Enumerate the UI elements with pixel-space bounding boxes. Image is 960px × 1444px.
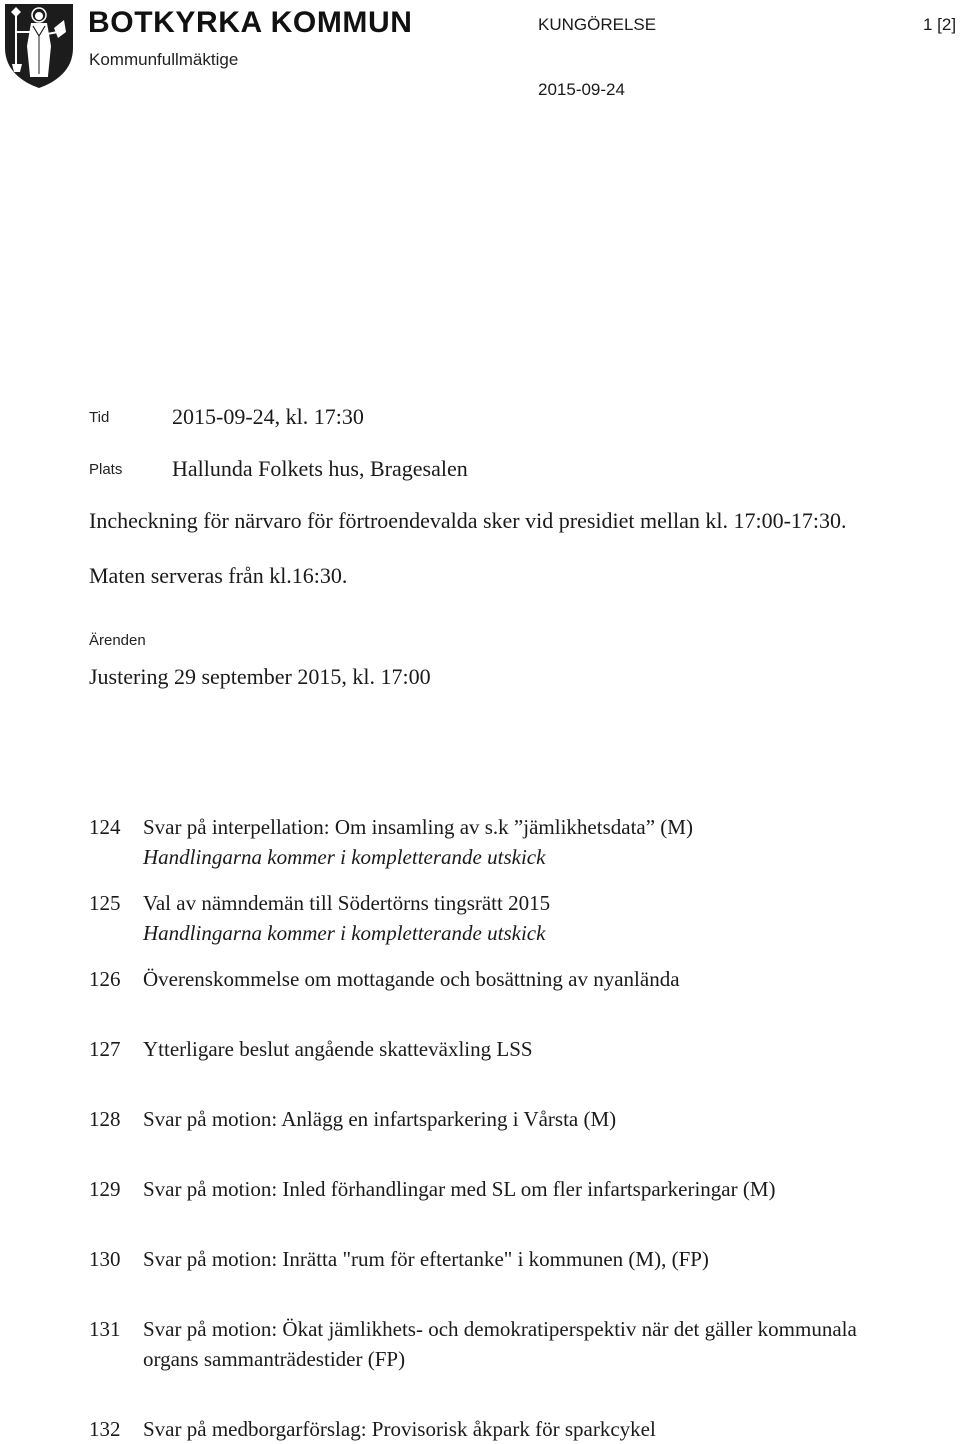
agenda-item-note: Handlingarna kommer i kompletterande utskick [143, 921, 546, 945]
agenda-item-body [143, 812, 909, 872]
agenda-item-title: Val av nämndemän till Södertörns tingsrätt 2015 [143, 891, 551, 915]
agenda-item-body [143, 1104, 909, 1134]
agenda-item-note: Handlingarna kommer i kompletterande utskick [143, 845, 546, 869]
agenda-item-body [143, 1414, 909, 1444]
coat-of-arms-logo [2, 2, 76, 90]
agenda-item-title: Överenskommelse om mottagande och bosättning av nyanlända [143, 967, 680, 991]
document-type: KUNGÖRELSE [538, 15, 657, 34]
agenda-item-number: 132 [89, 1417, 121, 1441]
agenda-item-number: 130 [89, 1247, 121, 1271]
agenda-item-number: 127 [89, 1037, 121, 1061]
agenda-item-number: 125 [89, 891, 121, 915]
agenda-item-title: Svar på motion: Inrätta "rum för eftertanke" i kommunen (M), (FP) [143, 1247, 709, 1271]
plats-label: Plats [89, 461, 123, 478]
agenda-item-number: 131 [89, 1317, 121, 1341]
agenda-item [89, 1244, 909, 1274]
checkin-info: Incheckning för närvaro för förtroendevalda sker vid presidiet mellan kl. 17:00-17:30. [89, 508, 847, 533]
agenda-item-title: Svar på motion: Anlägg en infartsparkering i Vårsta (M) [143, 1107, 617, 1131]
agenda-item [89, 1314, 909, 1374]
agenda-item-body [143, 1174, 909, 1204]
agenda-item-body [143, 1244, 909, 1274]
agenda-item-number: 129 [89, 1177, 121, 1201]
agenda-list [89, 812, 909, 1444]
agenda-item [89, 1104, 909, 1134]
organization-name: BOTKYRKA KOMMUN [88, 6, 413, 39]
arenden-heading: Ärenden [89, 632, 146, 649]
document-date: 2015-09-24 [538, 80, 625, 99]
agenda-item-title: Ytterligare beslut angående skatteväxling LSS [143, 1037, 533, 1061]
organization-department: Kommunfullmäktige [89, 50, 239, 69]
agenda-item-title: Svar på motion: Inled förhandlingar med SL om fler infartsparkeringar (M) [143, 1177, 776, 1201]
agenda-item [89, 1174, 909, 1204]
agenda-item [89, 888, 909, 948]
justering-info: Justering 29 september 2015, kl. 17:00 [89, 664, 431, 689]
agenda-item-number: 126 [89, 967, 121, 991]
agenda-item-body [143, 888, 909, 948]
agenda-item-title: Svar på medborgarförslag: Provisorisk åkpark för sparkcykel [143, 1417, 656, 1441]
agenda-item-number: 124 [89, 815, 121, 839]
agenda-item-title: Svar på motion: Ökat jämlikhets- och demokratiperspektiv när det gäller kommunala organs sammanträdestider (FP) [143, 1317, 857, 1371]
agenda-item-title: Svar på interpellation: Om insamling av s.k ”jämlikhetsdata” (M) [143, 815, 693, 839]
agenda-item [89, 1034, 909, 1064]
tid-value: 2015-09-24, kl. 17:30 [172, 404, 364, 429]
agenda-item [89, 812, 909, 872]
tid-label: Tid [89, 409, 110, 426]
agenda-item [89, 1414, 909, 1444]
plats-value: Hallunda Folkets hus, Bragesalen [172, 456, 468, 481]
food-info: Maten serveras från kl.16:30. [89, 563, 348, 588]
agenda-item-body [143, 1314, 909, 1374]
agenda-item-body [143, 964, 909, 994]
agenda-item [89, 964, 909, 994]
page-number: 1 [2] [923, 15, 957, 34]
agenda-item-number: 128 [89, 1107, 121, 1131]
agenda-item-body [143, 1034, 909, 1064]
